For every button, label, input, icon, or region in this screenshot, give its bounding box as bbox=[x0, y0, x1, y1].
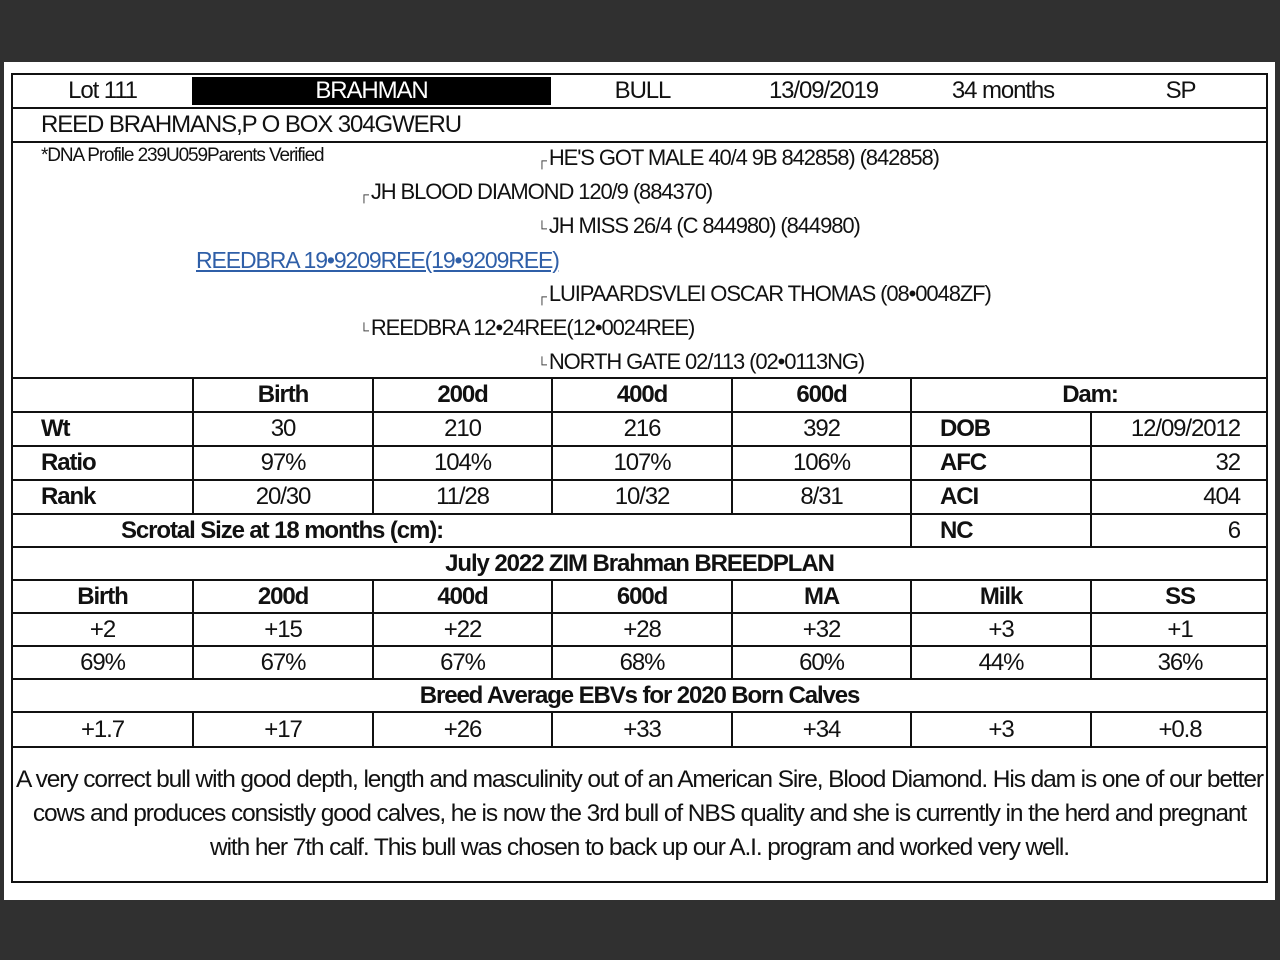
ebv-milk: +3 bbox=[910, 614, 1090, 645]
avg-milk: +3 bbox=[910, 713, 1090, 746]
breedplan-title-row bbox=[13, 548, 1266, 581]
bracket-bottom-icon: └ bbox=[359, 322, 368, 338]
acc-ss: 36% bbox=[1090, 647, 1268, 678]
pedigree-sire-sire bbox=[537, 145, 939, 171]
acc-milk: 44% bbox=[910, 647, 1090, 678]
pedigree-sire bbox=[359, 179, 712, 205]
pedigree-block bbox=[13, 143, 1266, 379]
ebv-ss: +1 bbox=[1090, 614, 1268, 645]
avg-ma: +34 bbox=[731, 713, 910, 746]
table-row bbox=[13, 413, 1266, 447]
perf-header-birth: Birth bbox=[192, 379, 372, 411]
scrotal-row bbox=[13, 515, 1266, 548]
ebv-header-birth: Birth bbox=[77, 582, 128, 610]
table-row bbox=[13, 481, 1266, 515]
avg-400d: +26 bbox=[372, 713, 551, 746]
breed-label: BRAHMAN bbox=[192, 77, 551, 105]
dam-dam-name: NORTH GATE 02/113 (02•0113NG) bbox=[548, 349, 865, 374]
row-label-ratio: Ratio bbox=[41, 449, 96, 476]
ratio-400d: 107% bbox=[551, 447, 731, 479]
birth-date: 13/09/2019 bbox=[768, 77, 879, 104]
avg-ss: +0.8 bbox=[1090, 713, 1268, 746]
lot-header-row bbox=[13, 75, 1266, 109]
breedplan-title: July 2022 ZIM Brahman BREEDPLAN bbox=[445, 549, 834, 577]
acc-400d: 67% bbox=[372, 647, 551, 678]
perf-header-400d: 400d bbox=[551, 379, 731, 411]
dam-afc-value: 32 bbox=[1090, 447, 1268, 479]
bottom-dark-band bbox=[0, 900, 1280, 960]
ebv-header-400d: 400d bbox=[372, 581, 551, 612]
dam-nc-label: NC bbox=[910, 515, 1090, 546]
row-label-rank: Rank bbox=[41, 483, 96, 510]
dam-dob-value: 12/09/2012 bbox=[1090, 413, 1268, 445]
animal-registration-link[interactable]: REEDBRA 19•9209REE(19•9209REE) bbox=[196, 247, 559, 273]
owner-row bbox=[13, 109, 1266, 143]
ebv-400d: +22 bbox=[372, 614, 551, 645]
pedigree-dam-dam bbox=[537, 349, 864, 375]
dam-afc-label: AFC bbox=[910, 447, 1090, 479]
pedigree-dam bbox=[359, 315, 694, 341]
dam-name: REEDBRA 12•24REE(12•0024REE) bbox=[370, 315, 695, 340]
bracket-top-icon: ┌ bbox=[537, 288, 546, 304]
acc-600d: 68% bbox=[551, 647, 731, 678]
ebv-header-ma: MA bbox=[731, 581, 910, 612]
sire-name: JH BLOOD DIAMOND 120/9 (884370) bbox=[370, 179, 713, 204]
ebv-header-ss: SS bbox=[1090, 581, 1268, 612]
perf-header-200d: 200d bbox=[372, 379, 551, 411]
rank-400d: 10/32 bbox=[551, 481, 731, 513]
bracket-bottom-icon: └ bbox=[537, 356, 546, 372]
bracket-top-icon: ┌ bbox=[537, 152, 546, 168]
ratio-600d: 106% bbox=[731, 447, 910, 479]
lot-number: Lot 111 bbox=[68, 77, 137, 104]
bracket-bottom-icon: └ bbox=[537, 220, 546, 236]
dam-header: Dam: bbox=[910, 379, 1268, 411]
ebv-header-600d: 600d bbox=[551, 581, 731, 612]
dam-dob-label: DOB bbox=[910, 413, 1090, 445]
dam-sire-name: LUIPAARDSVLEI OSCAR THOMAS (08•0048ZF) bbox=[548, 281, 991, 306]
sire-dam-name: JH MISS 26/4 (C 844980) (844980) bbox=[548, 213, 860, 238]
top-dark-band bbox=[0, 0, 1280, 62]
dam-aci-value: 404 bbox=[1090, 481, 1268, 513]
wt-600d: 392 bbox=[731, 413, 910, 445]
avg-200d: +17 bbox=[192, 713, 372, 746]
left-edge-band bbox=[0, 62, 4, 900]
ratio-birth: 97% bbox=[192, 447, 372, 479]
dam-aci-label: ACI bbox=[910, 481, 1090, 513]
acc-birth: 69% bbox=[80, 648, 125, 676]
avg-birth: +1.7 bbox=[81, 715, 124, 743]
row-label-wt: Wt bbox=[41, 415, 70, 442]
ebv-600d: +28 bbox=[551, 614, 731, 645]
ebv-200d: +15 bbox=[192, 614, 372, 645]
ebv-header-200d: 200d bbox=[192, 581, 372, 612]
ebv-header-milk: Milk bbox=[910, 581, 1090, 612]
lot-description: A very correct bull with good depth, length and masculinity out of an American Sire, Blood Diamond. His dam is one of our better cows and produces consistly good calves, he is now the 3rd bull of NBS quality and she is currently in the herd and pregnant with her 7th calf. This bull was chosen to back up our A.I. program and worked very well. bbox=[16, 766, 1263, 861]
breed-average-title-row bbox=[13, 680, 1266, 713]
ebv-ma: +32 bbox=[731, 614, 910, 645]
pedigree-sire-dam bbox=[537, 213, 860, 239]
ebv-accuracy-row bbox=[13, 647, 1266, 680]
ebv-birth: +2 bbox=[89, 615, 116, 643]
wt-400d: 216 bbox=[551, 413, 731, 445]
avg-600d: +33 bbox=[551, 713, 731, 746]
wt-birth: 30 bbox=[192, 413, 372, 445]
ebv-header-row bbox=[13, 581, 1266, 614]
ratio-200d: 104% bbox=[372, 447, 551, 479]
right-edge-band bbox=[1275, 62, 1280, 900]
age-label: 34 months bbox=[951, 77, 1055, 104]
dam-nc-value: 6 bbox=[1090, 515, 1268, 546]
acc-200d: 67% bbox=[192, 647, 372, 678]
lot-card bbox=[11, 73, 1268, 883]
sp-label: SP bbox=[1165, 77, 1196, 104]
dna-profile-note: *DNA Profile 239U059Parents Verified bbox=[41, 145, 324, 166]
acc-ma: 60% bbox=[731, 647, 910, 678]
owner-address: REED BRAHMANS,P O BOX 304GWERU bbox=[41, 111, 462, 138]
sex-label: BULL bbox=[614, 77, 671, 104]
sire-sire-name: HE'S GOT MALE 40/4 9B 842858) (842858) bbox=[548, 145, 939, 170]
rank-200d: 11/28 bbox=[372, 481, 551, 513]
perf-header-600d: 600d bbox=[731, 379, 910, 411]
pedigree-dam-sire bbox=[537, 281, 991, 307]
scrotal-size-label: Scrotal Size at 18 months (cm): bbox=[121, 516, 443, 544]
breed-average-row bbox=[13, 713, 1266, 748]
bracket-top-icon: ┌ bbox=[359, 186, 368, 202]
table-row bbox=[13, 447, 1266, 481]
rank-birth: 20/30 bbox=[192, 481, 372, 513]
breed-average-title: Breed Average EBVs for 2020 Born Calves bbox=[419, 681, 860, 709]
rank-600d: 8/31 bbox=[731, 481, 910, 513]
ebv-values-row bbox=[13, 614, 1266, 647]
performance-header-row bbox=[13, 379, 1266, 413]
wt-200d: 210 bbox=[372, 413, 551, 445]
